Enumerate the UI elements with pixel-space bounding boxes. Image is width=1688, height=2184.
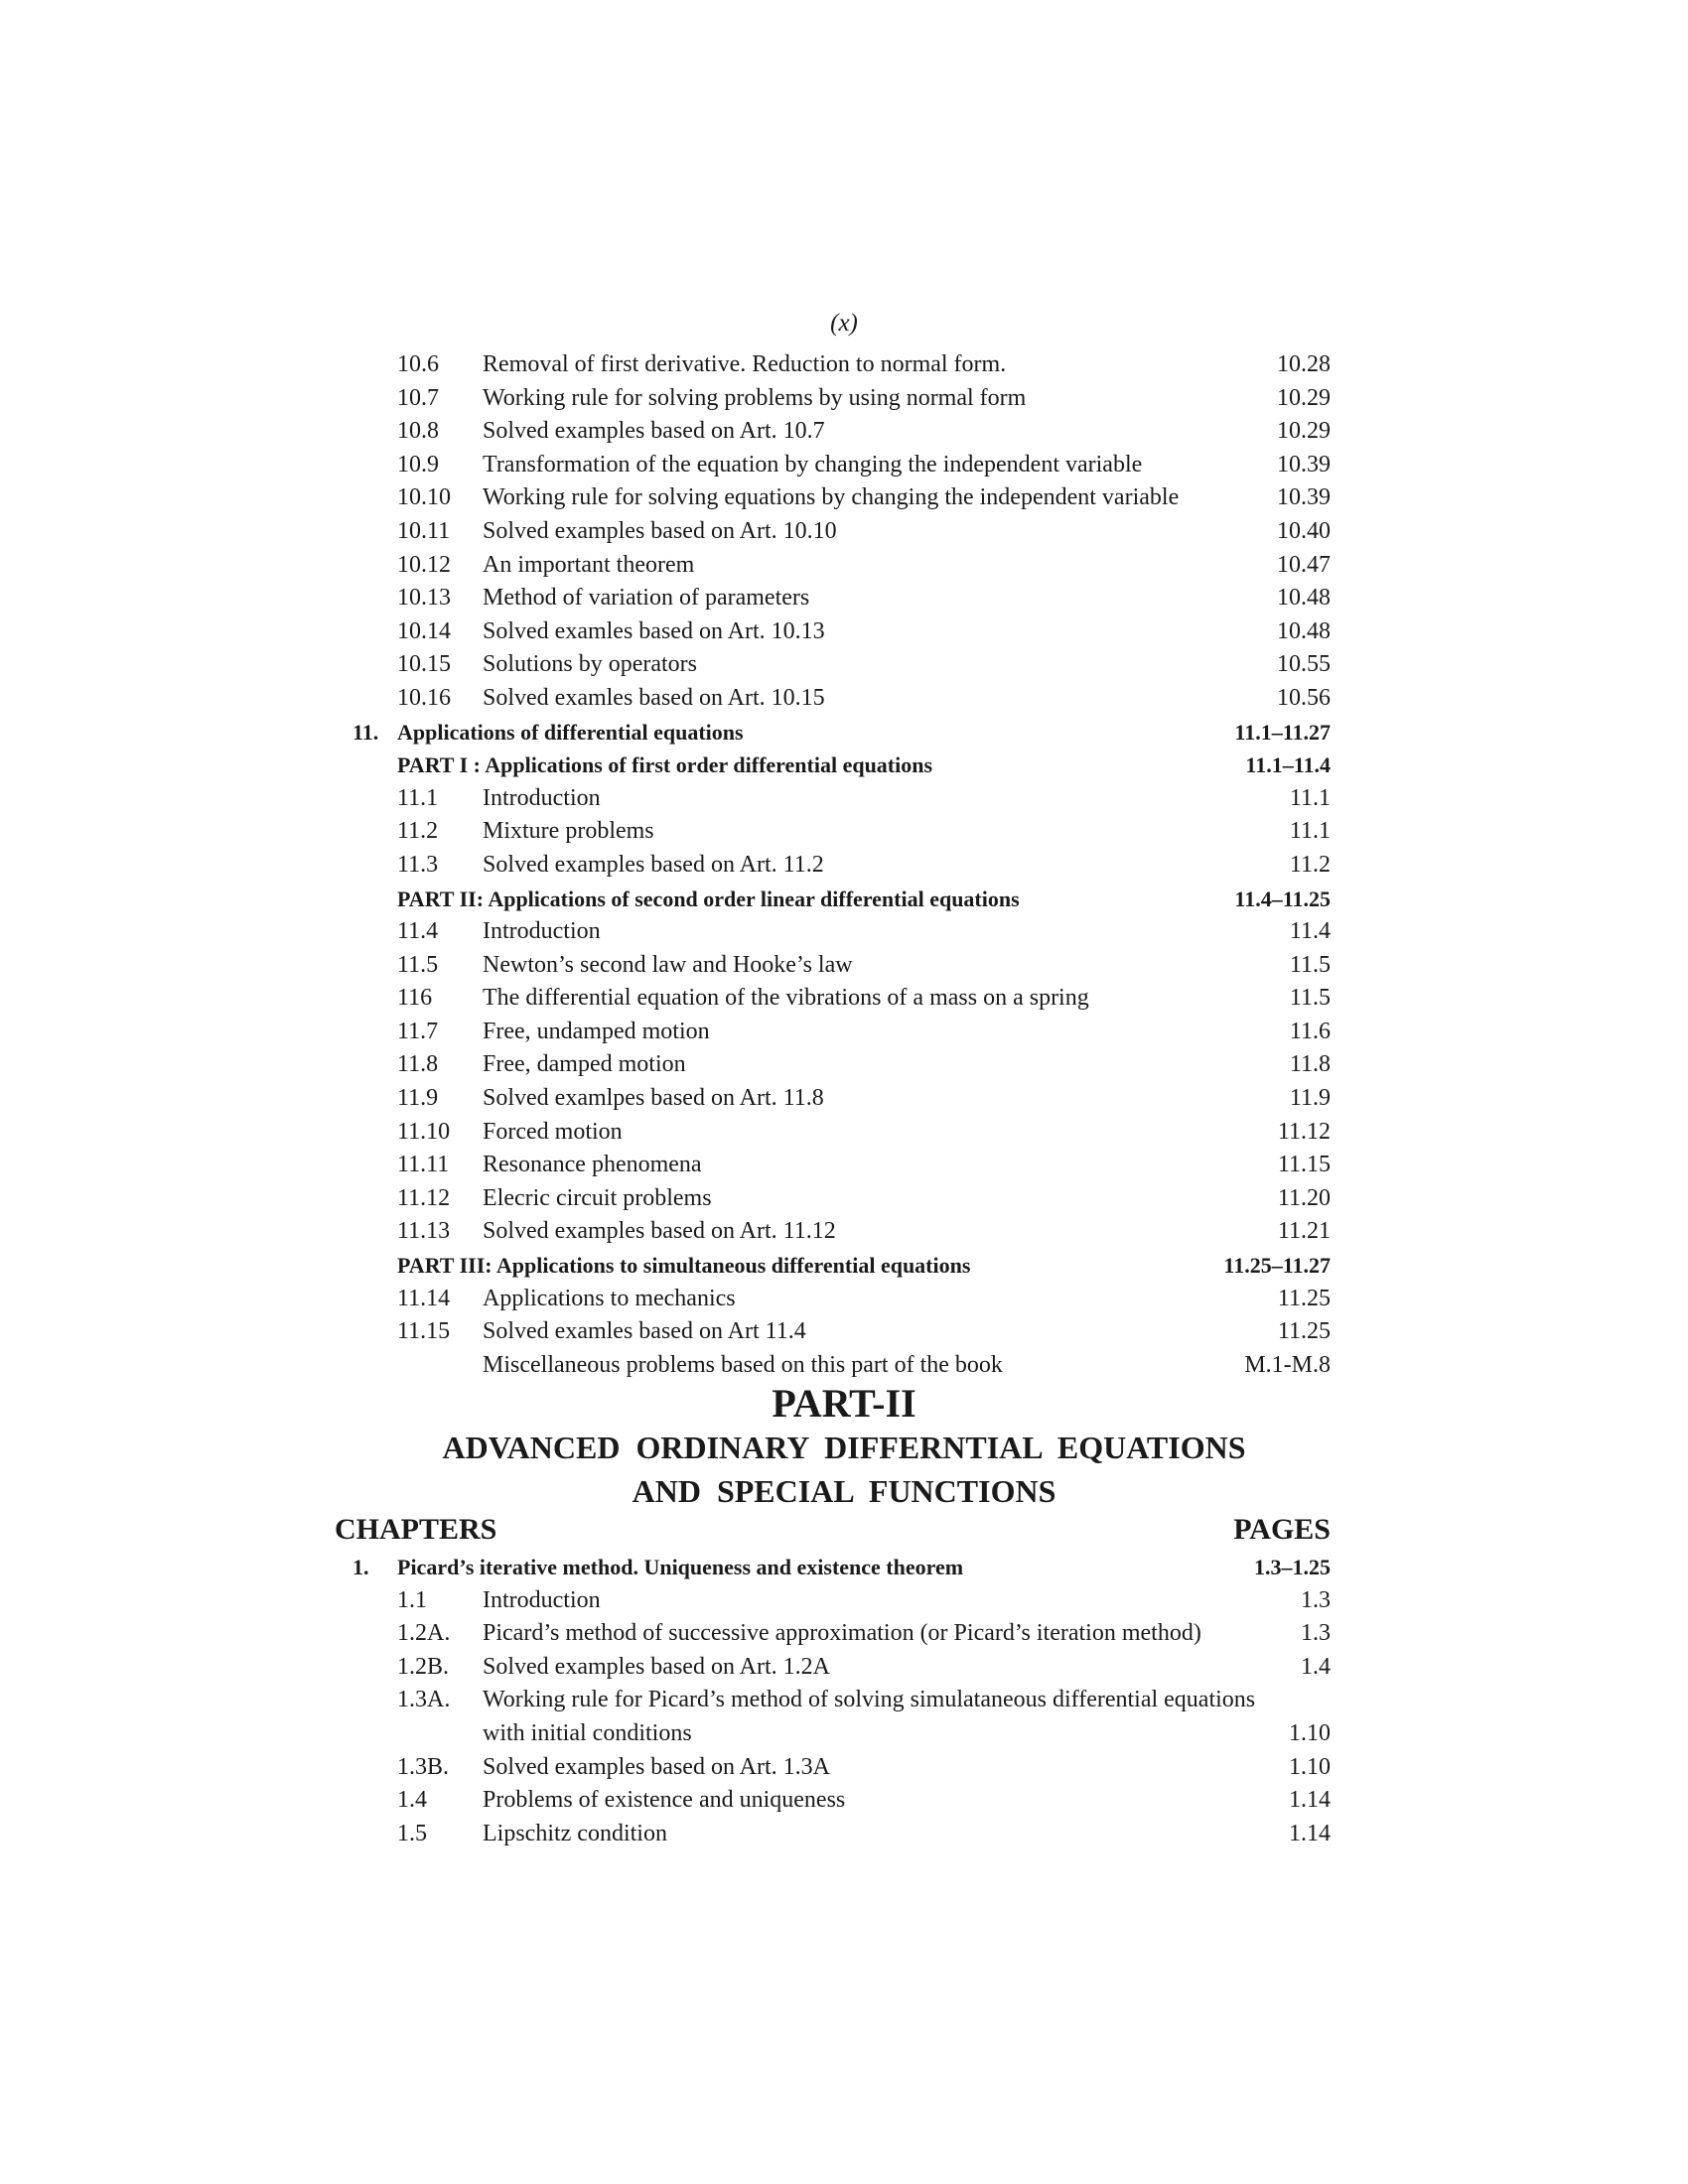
toc-number: 1.2A. [397, 1620, 451, 1647]
toc-number: 10.14 [397, 617, 451, 644]
toc-row [352, 682, 1331, 716]
toc-page: 10.29 [1277, 384, 1331, 411]
toc-page: 11.5 [1289, 985, 1331, 1012]
toc-row [352, 415, 1331, 449]
toc-title: Method of variation of parameters [483, 585, 810, 612]
toc-page: 10.29 [1277, 418, 1331, 445]
toc-number: 11.10 [397, 1118, 451, 1145]
toc-page: 10.28 [1277, 351, 1331, 377]
toc-row [352, 582, 1331, 615]
toc-row [352, 515, 1331, 549]
toc-title: Newton’s second law and Hooke’s law [483, 951, 853, 978]
toc-row [352, 1215, 1331, 1249]
toc-title [483, 1684, 1331, 1750]
toc-page: 11.8 [1289, 1051, 1331, 1078]
toc-page: 11.21 [1277, 1218, 1331, 1245]
toc-number: 1. [352, 1555, 369, 1579]
toc-row [352, 1149, 1331, 1182]
toc-row [352, 982, 1331, 1016]
toc-title: Working rule for solving problems by using normal form [483, 384, 1027, 411]
toc-row [352, 1082, 1331, 1116]
toc-number: 1.1 [397, 1586, 427, 1613]
toc-row [352, 481, 1331, 515]
toc-page: 1.4 [1301, 1653, 1331, 1680]
toc-number: 1.4 [397, 1787, 427, 1814]
toc-row [352, 615, 1331, 649]
toc-page: 11.6 [1289, 1018, 1331, 1044]
toc-title: Introduction [483, 1586, 601, 1613]
toc-row [352, 1182, 1331, 1216]
table-of-contents-part2 [352, 1551, 1331, 1850]
toc-page: 1.10 [1289, 1719, 1331, 1746]
toc-page: 11.4–11.25 [1234, 886, 1331, 911]
toc-row [352, 849, 1331, 883]
pages-header: PAGES [1233, 1513, 1331, 1546]
toc-number: 10.10 [397, 484, 451, 511]
toc-title: Solved examlpes based on Art. 11.8 [483, 1085, 824, 1112]
toc-number: 11.8 [397, 1051, 439, 1078]
toc-page: 10.40 [1277, 517, 1331, 544]
toc-number: 11.15 [397, 1318, 451, 1345]
toc-page: 1.3–1.25 [1254, 1555, 1331, 1579]
part-subheading-line1: ADVANCED ORDINARY DIFFERNTIAL EQUATIONS [442, 1430, 1246, 1465]
toc-row [352, 1116, 1331, 1150]
toc-page: 11.12 [1277, 1118, 1331, 1145]
toc-row [352, 1016, 1331, 1049]
toc-page: 11.25–11.27 [1223, 1253, 1331, 1279]
toc-number: 11.3 [397, 851, 439, 878]
toc-title: Solved examples based on Art. 1.3A [483, 1753, 830, 1780]
toc-page: 10.55 [1277, 651, 1331, 678]
toc-number: 11.13 [397, 1218, 451, 1245]
toc-title: Working rule for solving equations by changing the independent variable [483, 484, 1180, 511]
toc-title: PART III: Applications to simultaneous differential equations [397, 1253, 971, 1279]
toc-title: PART I : Applications of first order differential equations [397, 752, 933, 778]
toc-number: 11.1 [397, 784, 439, 811]
toc-row [352, 648, 1331, 682]
toc-title: Lipschitz condition [483, 1820, 667, 1846]
toc-number: 1.5 [397, 1820, 427, 1846]
toc-title: Solved examles based on Art. 10.13 [483, 617, 825, 644]
toc-number: 10.6 [397, 351, 439, 377]
toc-number: 11.5 [397, 951, 439, 978]
toc-number: 10.16 [397, 684, 451, 711]
toc-number: 11.12 [397, 1184, 451, 1211]
toc-page: 11.15 [1277, 1152, 1331, 1178]
toc-part-row [352, 883, 1331, 916]
toc-part-row [352, 1249, 1331, 1283]
part-subheading-line2: AND SPECIAL FUNCTIONS [632, 1473, 1056, 1509]
toc-row [352, 1617, 1331, 1651]
toc-title: Transformation of the equation by changing the independent variable [483, 451, 1143, 478]
toc-part-row [352, 749, 1331, 782]
toc-number: 1.2B. [397, 1653, 450, 1680]
toc-row [352, 1349, 1331, 1383]
toc-page: 1.3 [1301, 1620, 1331, 1647]
toc-number: 10.13 [397, 585, 451, 612]
toc-title: PART II: Applications of second order linear differential equations [397, 886, 1020, 911]
toc-number: 11.11 [397, 1152, 450, 1178]
toc-number: 11.4 [397, 918, 439, 945]
part-subheading [0, 1426, 1688, 1513]
toc-row [352, 1784, 1331, 1818]
toc-page: M.1-M.8 [1244, 1351, 1331, 1378]
toc-title: Problems of existence and uniqueness [483, 1787, 846, 1814]
toc-page: 11.25 [1277, 1318, 1331, 1345]
chapters-header: CHAPTERS [335, 1513, 497, 1546]
toc-number: 10.9 [397, 451, 439, 478]
toc-chapter-row [352, 1551, 1331, 1584]
toc-page: 11.1–11.4 [1245, 752, 1331, 778]
toc-page: 11.5 [1289, 951, 1331, 978]
toc-title: Resonance phenomena [483, 1152, 702, 1178]
toc-title: Solutions by operators [483, 651, 697, 678]
toc-title: Free, damped motion [483, 1051, 686, 1078]
toc-row [352, 449, 1331, 482]
toc-page: 1.14 [1289, 1820, 1331, 1846]
toc-row [352, 549, 1331, 583]
toc-title: Introduction [483, 784, 601, 811]
table-of-contents [352, 348, 1331, 1382]
toc-row [352, 1048, 1331, 1082]
toc-page: 11.4 [1289, 918, 1331, 945]
toc-title: The differential equation of the vibrations of a mass on a spring [483, 985, 1089, 1012]
toc-title: Removal of first derivative. Reduction to normal form. [483, 351, 1007, 377]
toc-row [352, 1684, 1331, 1750]
toc-row [352, 815, 1331, 849]
toc-page: 10.39 [1277, 451, 1331, 478]
toc-number: 116 [397, 985, 433, 1012]
toc-number: 1.3A. [397, 1687, 451, 1713]
toc-title: Solved examles based on Art. 10.15 [483, 684, 825, 711]
toc-number: 11.2 [397, 818, 439, 845]
toc-row [352, 915, 1331, 949]
toc-number: 11.14 [397, 1285, 451, 1311]
toc-page: 11.1 [1289, 818, 1331, 845]
toc-number: 1.3B. [397, 1753, 450, 1780]
toc-page: 11.2 [1289, 851, 1331, 878]
toc-title: Applications of differential equations [397, 719, 744, 745]
toc-title-line2: with initial conditions [483, 1719, 692, 1746]
toc-row [352, 348, 1331, 382]
toc-title: Solved examles based on Art 11.4 [483, 1318, 806, 1345]
toc-row [352, 382, 1331, 416]
toc-number: 10.11 [397, 517, 451, 544]
toc-title: Introduction [483, 918, 601, 945]
toc-row [352, 782, 1331, 816]
column-headers [335, 1513, 1331, 1547]
toc-title: An important theorem [483, 551, 695, 578]
toc-page: 11.25 [1277, 1285, 1331, 1311]
toc-page: 11.1–11.27 [1234, 719, 1331, 745]
toc-title: Applications to mechanics [483, 1285, 736, 1311]
toc-title: Solved examples based on Art. 10.10 [483, 517, 837, 544]
toc-number: 10.7 [397, 384, 439, 411]
toc-page: 11.1 [1289, 784, 1331, 811]
toc-title: Miscellaneous problems based on this part of the book [483, 1351, 1003, 1378]
toc-number: 10.15 [397, 651, 451, 678]
toc-title: Solved examples based on Art. 11.12 [483, 1218, 836, 1245]
toc-number: 10.12 [397, 551, 451, 578]
toc-row [352, 949, 1331, 983]
toc-page: 11.20 [1277, 1184, 1331, 1211]
toc-row [352, 1818, 1331, 1851]
toc-page: 1.14 [1289, 1787, 1331, 1814]
toc-title: Elecric circuit problems [483, 1184, 712, 1211]
toc-page: 1.10 [1289, 1753, 1331, 1780]
toc-page: 11.9 [1289, 1085, 1331, 1112]
toc-title: Forced motion [483, 1118, 623, 1145]
toc-page: 10.39 [1277, 484, 1331, 511]
toc-number: 11. [352, 719, 379, 745]
toc-title-line1: Working rule for Picard’s method of solving simulataneous differential equations [483, 1687, 1256, 1713]
toc-chapter-row [352, 716, 1331, 750]
toc-title: Mixture problems [483, 818, 654, 845]
toc-row [352, 1751, 1331, 1785]
toc-page: 1.3 [1301, 1586, 1331, 1613]
toc-title: Solved examples based on Art. 10.7 [483, 418, 825, 445]
part-heading: PART-II [772, 1381, 916, 1426]
toc-page: 10.48 [1277, 617, 1331, 644]
toc-page: 10.56 [1277, 684, 1331, 711]
toc-number: 11.7 [397, 1018, 439, 1044]
toc-number: 11.9 [397, 1085, 439, 1112]
toc-number: 10.8 [397, 418, 439, 445]
toc-row [352, 1651, 1331, 1685]
toc-page: 10.48 [1277, 585, 1331, 612]
toc-page: 10.47 [1277, 551, 1331, 578]
toc-title: Solved examples based on Art. 1.2A [483, 1653, 830, 1680]
toc-row [352, 1315, 1331, 1349]
toc-title: Picard’s iterative method. Uniqueness and existence theorem [397, 1555, 964, 1579]
page-number: (x) [830, 310, 858, 337]
toc-title: Free, undamped motion [483, 1018, 710, 1044]
toc-row [352, 1283, 1331, 1316]
toc-title: Picard’s method of successive approximation (or Picard’s iteration method) [483, 1620, 1201, 1647]
toc-title: Solved examples based on Art. 11.2 [483, 851, 824, 878]
toc-row [352, 1584, 1331, 1618]
